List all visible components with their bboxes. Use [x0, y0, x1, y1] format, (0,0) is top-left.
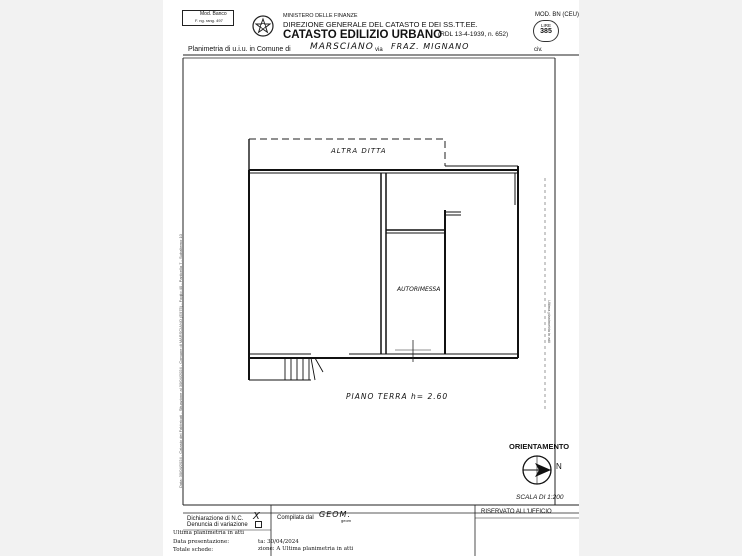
- floor-plan-drawing: [163, 0, 579, 556]
- ultima-note: Ultima planimetria in atti: [173, 530, 245, 536]
- situazione-value: zione: A Ultima planimetria in atti: [258, 546, 354, 552]
- via-value: FRAZ. MIGNANO: [391, 42, 470, 51]
- via-label: via: [375, 47, 383, 53]
- orientation-label: ORIENTAMENTO: [509, 442, 570, 451]
- declaration-mark: X: [253, 511, 261, 522]
- stamp-line2: F. ng. rang. 497: [195, 18, 223, 23]
- model-code: MOD. BN (CEU): [535, 12, 579, 18]
- compiled-by-label: Compilata dal: [277, 515, 314, 521]
- autorimessa-label: AUTORIMESSA: [397, 286, 441, 293]
- scale-label: SCALA DI 1:200: [516, 494, 564, 501]
- totale-schede: Totale schede:: [173, 547, 214, 553]
- piano-terra-label: PIANO TERRA h= 2.60: [346, 392, 449, 401]
- price-label: LIRE: [540, 23, 551, 28]
- document-title: CATASTO EDILIZIO URBANO: [283, 29, 443, 41]
- comune-value: MARSCIANO: [310, 42, 374, 52]
- altra-ditta-label: ALTRA DITTA: [331, 147, 387, 155]
- declaration-label: Dichiarazione di N.C.: [187, 516, 244, 522]
- planimetry-label: Planimetria di u.i.u. in Comune di: [188, 46, 291, 53]
- civ-label: civ.: [534, 47, 543, 53]
- compiler-sub: geom: [341, 518, 352, 523]
- left-margin-note: Data: 30/04/2024 - Catasto dei Fabbricati - Situazione al 30/04/2024 - Comune di MARSCIANO (E975) - Foglio 40 - Particella 7 - Subalterno 10: [178, 234, 183, 488]
- denuncia-checkbox: [255, 521, 262, 528]
- direction-text: DIREZIONE GENERALE DEL CATASTO E DEI SS.TT.EE.: [283, 20, 478, 29]
- denuncia-label: Denuncia di variazione: [187, 522, 248, 528]
- ministry-text: MINISTERO DELLE FINANZE: [283, 13, 358, 19]
- north-label: N: [556, 462, 562, 471]
- reserved-office-label: RISERVATO ALL'UFFICIO: [481, 509, 552, 515]
- cadastral-sheet: [163, 0, 579, 556]
- compiler-name: GEOM.: [319, 510, 351, 519]
- law-reference: (RDL 13-4-1939, n. 652): [438, 31, 509, 38]
- data-presentazione: Data presentazione:: [173, 539, 230, 545]
- date-value: ta: 30/04/2024: [258, 539, 299, 545]
- price-value: 385: [540, 28, 552, 35]
- side-note: Ultima planimetria in atti: [547, 300, 552, 343]
- stamp-line1: Mod. Banco: [200, 11, 227, 17]
